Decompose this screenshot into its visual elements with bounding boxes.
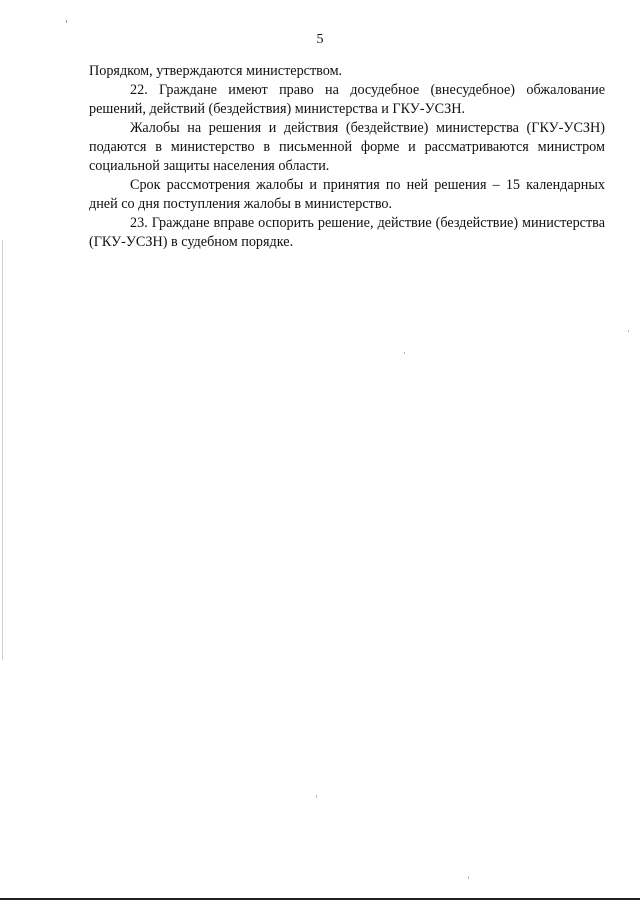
scan-speck	[468, 876, 469, 879]
scan-speck	[628, 330, 629, 332]
paragraph-complaints: Жалобы на решения и действия (бездействие) министерства (ГКУ-УСЗН) подаются в министерство в письменной форме и рассматриваются министром социальной защиты населения области.	[89, 120, 605, 174]
scan-speck	[404, 352, 405, 354]
page-number: 5	[316, 32, 324, 47]
document-body	[89, 62, 605, 252]
paragraph-review-term: Срок рассмотрения жалобы и принятия по ней решения – 15 календарных дней со дня поступления жалобы в министерство.	[89, 177, 605, 212]
paragraph-continuation: Порядком, утверждаются министерством.	[89, 63, 343, 79]
scan-edge-left	[2, 240, 3, 660]
paragraph-item-22: 22. Граждане имеют право на досудебное (внесудебное) обжалование решений, действий (бездействия) министерства и ГКУ-УСЗН.	[89, 82, 605, 117]
paragraph-item-23: 23. Граждане вправе оспорить решение, действие (бездействие) министерства (ГКУ-УСЗН) в судебном порядке.	[89, 215, 605, 250]
scan-bottom-edge	[0, 898, 640, 900]
scan-speck	[66, 20, 67, 23]
scan-speck	[316, 795, 317, 798]
